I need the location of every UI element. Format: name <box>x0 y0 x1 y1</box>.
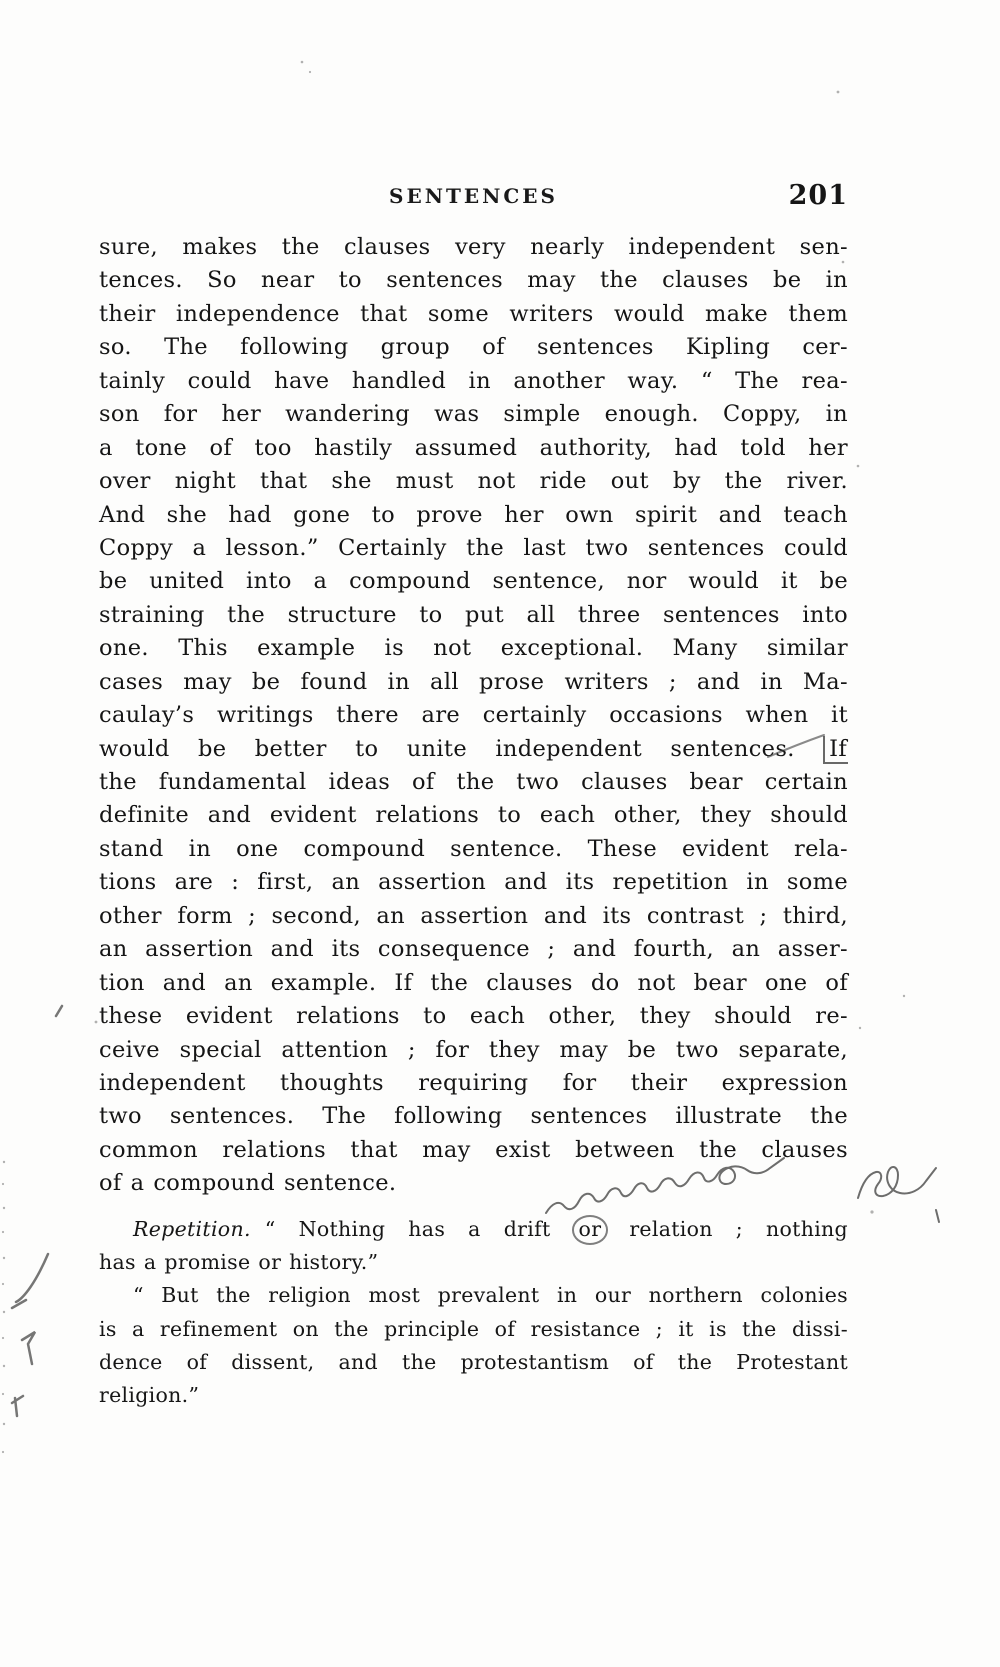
body-line: so. The following group of sentences Kipling cer- <box>99 334 848 361</box>
margin-pencil-marks-icon <box>12 1006 62 1416</box>
quote-text: relation ; nothing <box>606 1217 848 1241</box>
page-header <box>99 180 848 214</box>
body-line: son for her wandering was simple enough. Coppy, in <box>99 401 848 428</box>
body-line: tion and an example. If the clauses do not bear one of <box>99 969 848 996</box>
body-line: over night that she must not ride out by the river. <box>99 468 848 495</box>
body-line: tions are : first, an assertion and its repetition in some <box>99 869 848 896</box>
body-line: stand in one compound sentence. These evident rela- <box>99 835 848 862</box>
body-line: the fundamental ideas of the two clauses bear certain <box>99 769 848 795</box>
body-line: cases may be found in all prose writers ; and in Ma- <box>99 668 848 695</box>
body-line: Coppy a lesson.” Certainly the last two sentences could <box>99 534 848 561</box>
body-line: caulay’s writings there are certainly occasions when it <box>99 702 848 729</box>
repetition-example-line: has a promise or history.” <box>99 1250 379 1275</box>
body-line: sure, makes the clauses very nearly independent sen- <box>99 234 848 260</box>
religion-example-line: “ But the religion most prevalent in our northern colonies <box>133 1283 848 1308</box>
main-paragraph <box>99 231 848 1201</box>
running-title: SENTENCES <box>389 184 558 208</box>
body-line-text: would be better to unite independent sentences. <box>99 735 824 762</box>
pencil-circled-word: or <box>572 1215 609 1245</box>
repetition-label: Repetition. <box>133 1217 251 1241</box>
body-line: definite and evident relations to each other, they should <box>99 802 848 829</box>
example-excerpts <box>99 1213 848 1412</box>
body-line-paragraph-end: of a compound sentence. <box>99 1170 397 1197</box>
body-line: these evident relations to each other, they should re- <box>99 1003 848 1030</box>
body-line: be united into a compound sentence, nor would it be <box>99 568 848 595</box>
page-number: 201 <box>788 180 848 211</box>
body-line: ceive special attention ; for they may be two separate, <box>99 1036 848 1063</box>
body-line: independent thoughts requiring for their expression <box>99 1069 848 1096</box>
body-line: other form ; second, an assertion and its contrast ; third, <box>99 902 848 929</box>
religion-example-line: religion.” <box>99 1382 200 1407</box>
body-line: tainly could have handled in another way. “ The rea- <box>99 367 848 394</box>
body-line: a tone of too hastily assumed authority, had told her <box>99 434 848 461</box>
body-line-with-pencil-bracket <box>99 733 848 766</box>
body-line: tences. So near to sentences may the clauses be in <box>99 267 848 294</box>
body-line: And she had gone to prove her own spirit and teach <box>99 501 848 528</box>
quote-text: “ Nothing has a drift <box>264 1217 574 1241</box>
body-line: straining the structure to put all three sentences into <box>99 601 848 628</box>
body-line: one. This example is not exceptional. Many similar <box>99 635 848 662</box>
pencil-bracket-mark: If <box>823 736 848 764</box>
body-line: common relations that may exist between the clauses <box>99 1136 848 1163</box>
body-line: an assertion and its consequence ; and fourth, an asser- <box>99 936 848 963</box>
religion-example-line: dence of dissent, and the protestantism of the Protestant <box>99 1349 848 1374</box>
religion-example-line: is a refinement on the principle of resistance ; it is the dissi- <box>99 1316 848 1341</box>
body-line: their independence that some writers would make them <box>99 300 848 327</box>
body-line: two sentences. The following sentences illustrate the <box>99 1103 848 1130</box>
repetition-example-line <box>99 1213 848 1246</box>
